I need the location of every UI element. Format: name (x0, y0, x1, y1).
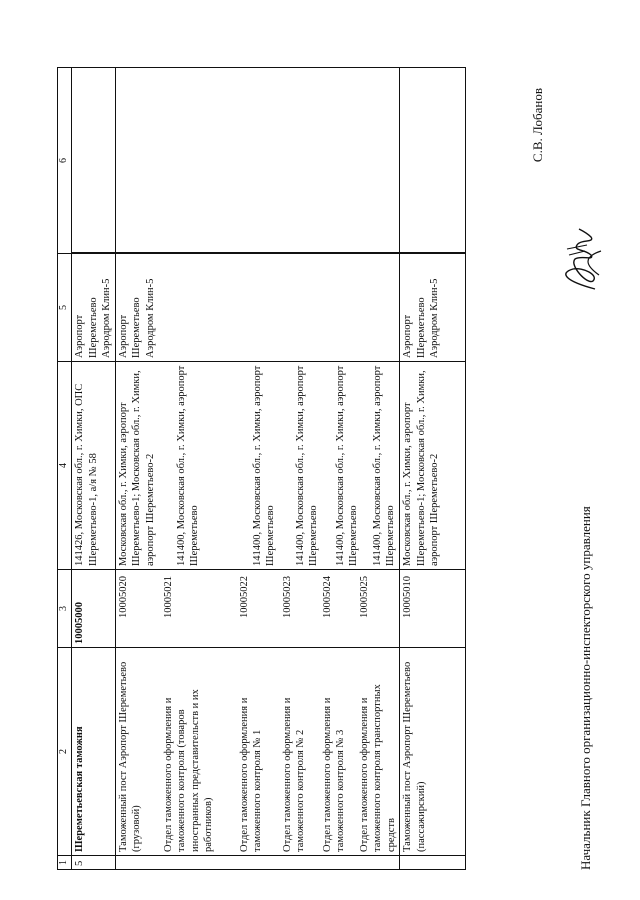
customs-table (57, 67, 466, 870)
column-number: 5 (58, 254, 72, 362)
column-number: 2 (58, 648, 72, 856)
row-number (400, 856, 466, 870)
unit-code: 10005024 (321, 576, 333, 618)
unit-address: 141426, Московская обл., г. Химки, ОПС Шереметьево-1, а/я № 58 (72, 362, 116, 570)
column-number: 4 (58, 362, 72, 570)
signature-block (530, 68, 600, 870)
unit-address: 141400, Московская обл., г. Химки, аэропорт Шереметьево (371, 365, 396, 566)
column-number-row (58, 68, 72, 870)
table-row (72, 68, 116, 870)
column-number: 3 (58, 570, 72, 648)
unit-note (72, 68, 116, 254)
unit-code: 10005010 (400, 570, 466, 648)
unit-note (400, 68, 466, 254)
unit-code: 10005023 (281, 576, 293, 618)
unit-code: 10005000 (72, 570, 116, 648)
column-number: 6 (58, 68, 72, 254)
row-number (115, 856, 400, 870)
column-number: 1 (58, 856, 72, 870)
unit-address: 141400, Московская обл., г. Химки, аэропорт Шереметьево (175, 365, 200, 566)
post-cell (115, 648, 400, 856)
unit-name: Отдел таможенного оформления и таможенного контроля (товаров иностранных представительств и их работников) (162, 689, 214, 852)
unit-address: Московская обл., г. Химки, аэропорт Шереметьево-1; Московская обл., г. Химки, аэропорт Шереметьево-2 (117, 370, 156, 566)
unit-airport: Аэропорт Шереметьево Аэродром Клин-5 (72, 254, 116, 362)
unit-address: 141400, Московская обл., г. Химки, аэропорт Шереметьево (294, 365, 319, 566)
unit-code: 10005022 (238, 576, 250, 618)
signer-name: С.В. Лобанов (530, 88, 545, 163)
unit-address: 141400, Московская обл., г. Химки, аэропорт Шереметьево (334, 365, 359, 566)
unit-code: 10005020 (117, 576, 129, 618)
unit-name: Отдел таможенного оформления и таможенного контроля транспортных средств (358, 684, 397, 852)
unit-airport: Аэропорт Шереметьево Аэродром Клин-5 (400, 254, 466, 362)
unit-code: 10005025 (358, 576, 370, 618)
unit-name: Отдел таможенного оформления и таможенного контроля № 2 (281, 697, 306, 852)
unit-name: Таможенный пост Аэропорт Шереметьево (грузовой) (117, 661, 142, 852)
code-cell (115, 570, 400, 648)
unit-address: 141400, Московская обл., г. Химки, аэропорт Шереметьево (251, 365, 276, 566)
row-number: 5 (72, 856, 116, 870)
unit-name: Отдел таможенного оформления и таможенного контроля № 1 (238, 697, 263, 852)
table-row (400, 68, 466, 870)
unit-note (115, 68, 400, 254)
unit-name: Таможенный пост Аэропорт Шереметьево (пассажирский) (400, 648, 466, 856)
unit-name: Шереметьевская таможня (72, 648, 116, 856)
unit-address: Московская обл., г. Химки, аэропорт Шереметьево-1; Московская обл., г. Химки, аэропорт Шереметьево-2 (400, 362, 466, 570)
unit-airport: Аэропорт Шереметьево Аэродром Клин-5 (115, 254, 400, 362)
unit-code: 10005021 (162, 576, 174, 618)
unit-name: Отдел таможенного оформления и таможенного контроля № 3 (321, 697, 346, 852)
address-cell (115, 362, 400, 570)
table-row (115, 68, 400, 870)
signer-position: Начальник Главного организационно-инспекторского управления (578, 506, 593, 870)
